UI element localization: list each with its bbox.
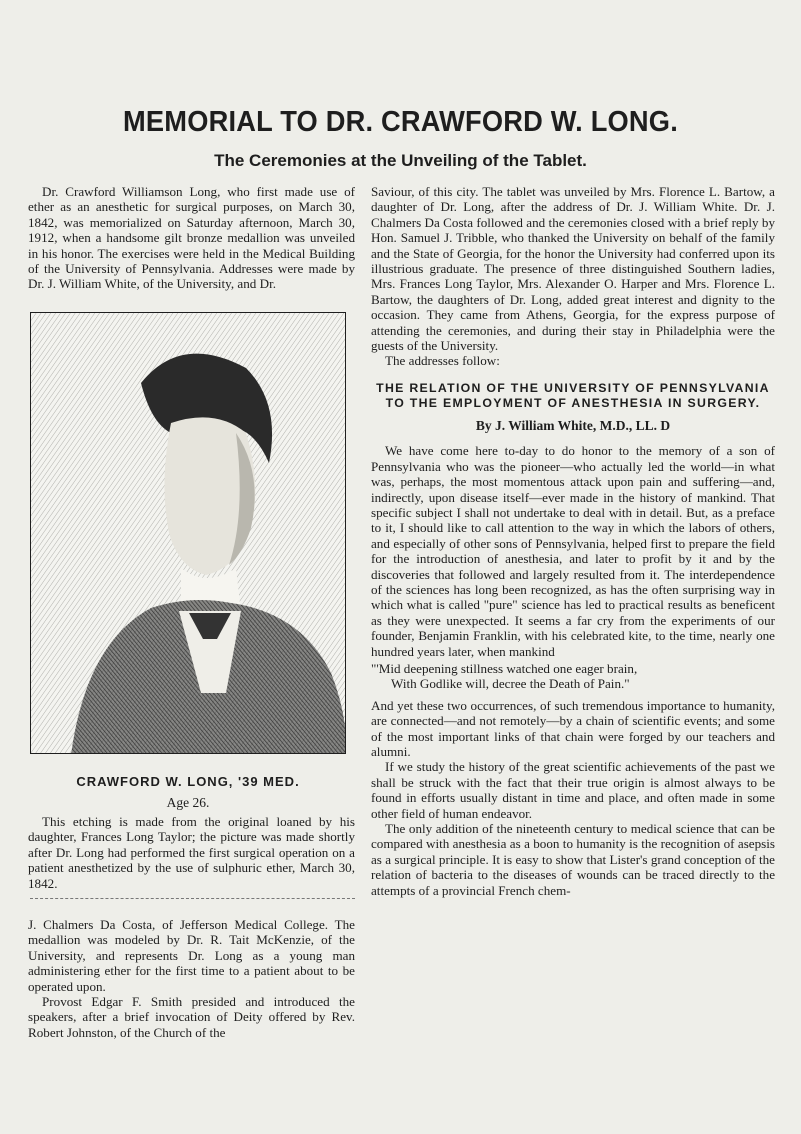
page-title: MEMORIAL TO DR. CRAWFORD W. LONG.: [123, 106, 678, 138]
poem-quote: [371, 661, 775, 692]
left-paragraph-2: J. Chalmers Da Costa, of Jefferson Medical College. The medallion was modeled by Dr. R. Tait McKenzie, of the University, and represents Dr. Long as a young man administering ether for the first time to a patient about to be operated upon.: [28, 917, 355, 994]
page-subtitle: The Ceremonies at the Unveiling of the Tablet.: [214, 151, 587, 170]
right-paragraph-2: The addresses follow:: [385, 353, 500, 369]
portrait-caption-name: CRAWFORD W. LONG, '39 MED.: [76, 774, 300, 789]
right-paragraph-1: Saviour, of this city. The tablet was unveiled by Mrs. Florence L. Bartow, a daughter of Dr. Long, after the address of Dr. J. William White. Dr. J. Chalmers Da Costa followed and the ceremonies closed with a brief reply by Hon. Samuel J. Tribble, who thanked the University on behalf of the family and the State of Georgia, for the honor the University had conferred upon its illustrious graduate. The presence of three distinguished Southern ladies, Mrs. Frances Long Taylor, Mrs. Alexander O. Harper and Mrs. Florence L. Bartow, the daughters of Dr. Long, added great interest and dignity to the occasion. They came from Athens, Georgia, for the express purpose of attending the ceremonies, and during their stay in Philadelphia were the guests of the University.: [371, 184, 775, 354]
poem-line-1: "'Mid deepening stillness watched one eager brain,: [371, 660, 638, 676]
address-paragraph-4: The only addition of the nineteenth century to medical science that can be compared with anesthesia as a boon to humanity is the recognition of asepsis as a surgical principle. It is easy to show that Lister's grand conception of the relation of bacteria to the diseases of wounds can be traced directly to the attempts of a provincial French chem-: [371, 821, 775, 898]
portrait-caption-age: Age 26.: [166, 795, 210, 810]
address-paragraph-2: And yet these two occurrences, of such tremendous importance to humanity, are connected—and not remotely—by a chain of scientific events; and some of the most important links of that chain were forged by our teachers and alumni.: [371, 697, 775, 759]
divider-rule: [30, 898, 355, 899]
address-byline: By J. William White, M.D., LL. D: [475, 417, 671, 433]
address-paragraph-1: We have come here to-day to do honor to the memory of a son of Pennsylvania who was the pioneer—who actually led the world—in what was, perhaps, the most momentous attack upon pain and suffering—and, indirectly, upon disease itself—ever made in the history of mankind. That specific subject I shall not undertake to deal with in detail. But, as a preface to it, I should like to call attention to the way in which the labors of others, and especially of other sons of Pennsylvania, helped first to prepare the field for the introduction of anesthesia, and later to profit by it and by the discoveries that followed and largely resulted from it. The interdependence of the sciences has long been recognized, as has the often surprising way in which what is called "pure" science has led to practical results as beneficent as they were unexpected. It seems a far cry from the experiments of our founder, Benjamin Franklin, with his celebrated kite, to the time, nearly one hundred years later, when mankind: [371, 443, 775, 659]
poem-line-2: With Godlike will, decree the Death of Pain.": [391, 676, 630, 692]
left-column-intro: [28, 184, 355, 292]
left-paragraph-3: Provost Edgar F. Smith presided and introduced the speakers, after a brief invocation of Deity offered by Rev. Robert Johnston, of the Church of the: [28, 994, 355, 1040]
address-heading: THE RELATION OF THE UNIVERSITY OF PENNSYLVANIA TO THE EMPLOYMENT OF ANESTHESIA IN SURGERY.: [376, 380, 770, 410]
caption-note-text: This etching is made from the original loaned by his daughter, Frances Long Taylor; the picture was made shortly after Dr. Long had performed the first surgical operation on a patient anesthetized by the use of sulphuric ether, March 30, 1842.: [28, 814, 355, 891]
address-paragraph-3: If we study the history of the great scientific achievements of the past we shall be struck with the fact that their true origin is almost always to be found in efforts usually distant in time and place, and often made in some other field of human endeavor.: [371, 759, 775, 821]
right-column: [371, 184, 775, 898]
left-column-continued: [28, 917, 355, 1040]
portrait-drawing: [31, 313, 346, 754]
portrait-etching: [30, 312, 346, 754]
portrait-caption-note: [28, 814, 355, 891]
intro-paragraph: Dr. Crawford Williamson Long, who first made use of ether as an anesthetic for surgical purposes, on March 30, 1842, was memorialized on Saturday afternoon, March 30, 1912, when a handsome gilt bronze medallion was unveiled in his honor. The exercises were held in the Medical Building of the University of Pennsylvania. Addresses were made by Dr. J. William White, of the University, and Dr.: [28, 184, 355, 292]
